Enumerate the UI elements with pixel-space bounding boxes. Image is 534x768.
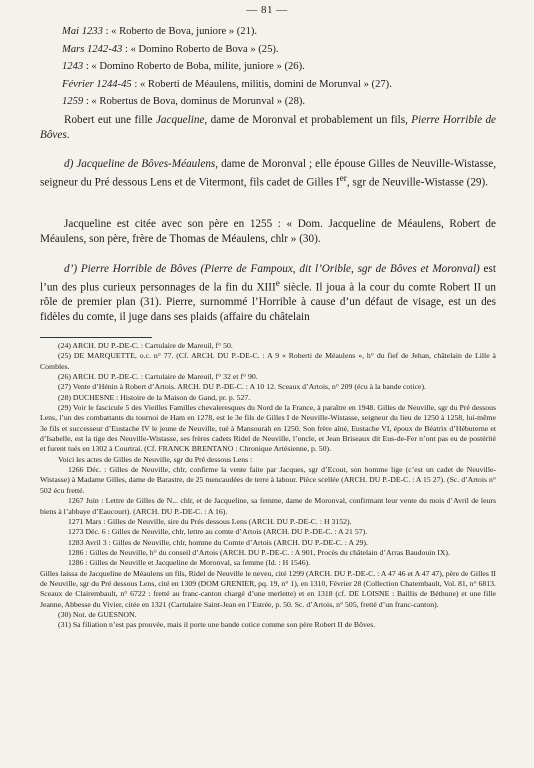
- footnote-26: (26) ARCH. DU P.-DE-C. : Cartulaire de Mareuil, f° 32 et f° 90.: [58, 372, 258, 382]
- footnote-act-1273: 1273 Déc. 6 : Gilles de Neuville, chlr, lettre au comte d’Artois (ARCH. DU P.-DE-C. : A 21 57).: [68, 527, 368, 537]
- footnote-31: (31) Sa filiation n’est pas prouvée, mais il porte une bande cotice comme son père Robert II de Bôves.: [58, 620, 376, 630]
- footnote-act-1283: 1283 Avril 3 : Gilles de Neuville, chlr, homme du Comte d’Artois (ARCH. DU P.-DE-C. : A 29).: [68, 537, 368, 547]
- section-heading-d: d) Jacqueline de Bôves-Méaulens: [64, 158, 216, 170]
- paragraph-jacqueline-citation: Jacqueline est citée avec son père en 1255 : « Dom. Jacqueline de Méaulens, Robert de Méaulens, son père, frère de Thomas de Méaulens, chlr » (30).: [40, 218, 496, 245]
- paragraph-robert-children: Robert eut une fille Jacqueline, dame de Moronval et probablement un fils, Pierre Horrible de Bôves.: [40, 114, 497, 141]
- citation-entry: [62, 93, 392, 111]
- citation-date: Mars 1242-43: [62, 43, 123, 55]
- paragraph-jacqueline: d) Jacqueline de Bôves-Méaulens, dame de Moronval ; elle épouse Gilles de Neuville-Wistasse, seigneur du Pré dessous Lens et de Vitermont, fils cadet de Gilles Ier, sgr de Neuville-Wistasse (29).: [40, 158, 496, 189]
- footnote-act-1271: 1271 Mars : Gilles de Neuville, sire du Prés dessous Lens (ARCH. DU P.-DE-C. : H 3152).: [68, 516, 352, 526]
- citation-list: [62, 23, 392, 111]
- citation-entry: [62, 76, 392, 94]
- footnote-separator: [40, 337, 152, 338]
- section-heading-d-prime: d’) Pierre Horrible de Bôves (Pierre de Fampoux, dit l’Orible, sgr de Bôves et Moronval): [64, 263, 480, 275]
- footnote-25: (25) DE MARQUETTE, o.c. n° 77. (Cf. ARCH. DU P.-DE-C. : A 9 « Roberti de Méaulens », h° du fief de Jehan, châtelain de Lille à Combles.: [40, 351, 496, 371]
- footnotes: [40, 341, 496, 631]
- citation-text: : « Domino Roberto de Bova » (25).: [124, 43, 279, 55]
- citation-entry: [62, 58, 392, 76]
- citation-date: Mai 1233: [62, 26, 103, 37]
- footnote-act-1267: 1267 Juin : Lettre de Gilles de N... chlr, et de Jacqueline, sa femme, dame de Moronval, confirmant leur vente du mois d’Avril de leurs biens à l’abbaye d’Eaucourt). (ARCH. DU P.-DE-C. : A 16).: [40, 496, 496, 516]
- citation-text: : « Roberto de Bova, juniore » (21).: [105, 26, 258, 37]
- footnote-intro: Voici les actes de Gilles de Neuville, sgr du Pré dessous Lens :: [58, 454, 253, 464]
- citation-text: : « Roberti de Méaulens, militis, domini de Morunval » (27).: [134, 78, 392, 90]
- footnote-act-1286a: 1286 : Gilles de Neuville, h° du conseil d’Artois (ARCH. DU P.-DE-C. : A 901, Procès du châtelain d’Arras Baudouin IX).: [68, 547, 450, 557]
- footnote-28: (28) DUCHESNE : Histoire de la Maison de Gand, pr. p. 527.: [58, 392, 251, 402]
- footnote-29: (29) Voir le fascicule 5 des Vieilles Familles chevaleresques du Nord de la France, à paraître en 1948. Gilles de Neuville, sgr du Pré dessous Lens, l’un des combattants du tournoi de Ham en 1278, est le 3e fils de Gilles I de Neuville-Wistasse, seigneur du lieu de 1250 à 1258, lui-même 3e fils et successeur d’Eustache IV le jeune de Neuville, tué à Mansourah en 1250. Son frère aîné, Eustache VI, époux de Béatrix d’Hébuterne et d’Isabelle, est la tige des Neuville-Wistasse, ses frères cadets Ridel de Neuville, l’oncle, et Jean Briseaux dit Eus-de-Fer n’ont pas eu de postérité et furent tués en 1302 à Courtrai. (Cf. FRANCK BRENTANO : Chronique Artésienne, p. 50).: [40, 403, 496, 454]
- citation-text: : « Robertus de Bova, dominus de Morunval » (28).: [85, 96, 306, 107]
- footnote-24: (24) ARCH. DU P.-DE-C. : Cartulaire de Mareuil, f° 50.: [58, 341, 233, 350]
- citation-date: 1243: [62, 61, 84, 72]
- paragraph-pierre: d’) Pierre Horrible de Bôves (Pierre de Fampoux, dit l’Orible, sgr de Bôves et Moronval) est l’un des plus curieux personnages de la fin du XIIIe siècle. Il joua à la cour du comte Robert II un rôle de premier plan (31). Pierre, surnommé l’Horrible à cause d’un défaut de visage, est un des fidèles du comte, il juge dans ses plaids (affaire du châtelain: [40, 263, 496, 323]
- footnote-30: (30) Not. de GUESNON.: [58, 609, 137, 619]
- footnote-descendants: Gilles laissa de Jacqueline de Méaulens un fils, Ridel de Neuville le neveu, cité 1299 (ARCH. DU P.-DE-C. : A 47 46 et A 47 47), père de Gilles II de Neuville, sgr du Pré dessous Lens, cité en 1309 (DOM GRENIER, pq. 19, n° 1), en 1310, Février 28 (Collection Chatembault, Vol. 81, n° 6813. Sceaux de Clairembault, n° 6722 : fretté au franc-canton chargé d’une merlette) et en 1318 (cf. DE LOISNE : Baillis de Béthune) et une fille Jeanne, Abbesse du Vivier, citée en 1321 (Cartulaire Saint-Jean en l’Estrée, p. 50. Sc. d’Artois, n° 505, fretté d’un franc-canton).: [40, 568, 496, 609]
- citation-date: 1259: [62, 96, 84, 107]
- citation-entry: [62, 23, 392, 41]
- footnote-act-1286b: 1286 : Gilles de Neuville et Jacqueline de Moronval, sa femme (Id. : H 1546).: [68, 558, 311, 568]
- name-jacqueline: Jacqueline: [155, 114, 205, 126]
- name-pierre: Pierre Horrible de Bôves: [40, 114, 497, 141]
- citation-entry: [62, 41, 392, 59]
- page-number: — 81 —: [246, 4, 288, 16]
- citation-date: Février 1244-45: [62, 78, 132, 90]
- footnote-act-1266: 1266 Déc. : Gilles de Neuville, chlr, confirme la vente faite par Jacques, sgr d’Ecout, son homme lige (c’est un cadet de Neuville-Wistasse) à Madame Gilles, dame de Barastre, de 25 mencaudées de terre à labour. Pièce scellée (ARCH. DU P.-DE-C. : A 15 27). (Sc. d’Artois n° 502 écu fretté.: [40, 465, 496, 495]
- citation-text: : « Domino Roberto de Boba, milite, juniore » (26).: [85, 61, 305, 72]
- footnote-27: (27) Vente d’Hénin à Robert d’Artois. ARCH. DU P.-DE-C. : A 10 12. Sceaux d’Artois, n° 209 (écu à la bande cotice).: [58, 382, 426, 392]
